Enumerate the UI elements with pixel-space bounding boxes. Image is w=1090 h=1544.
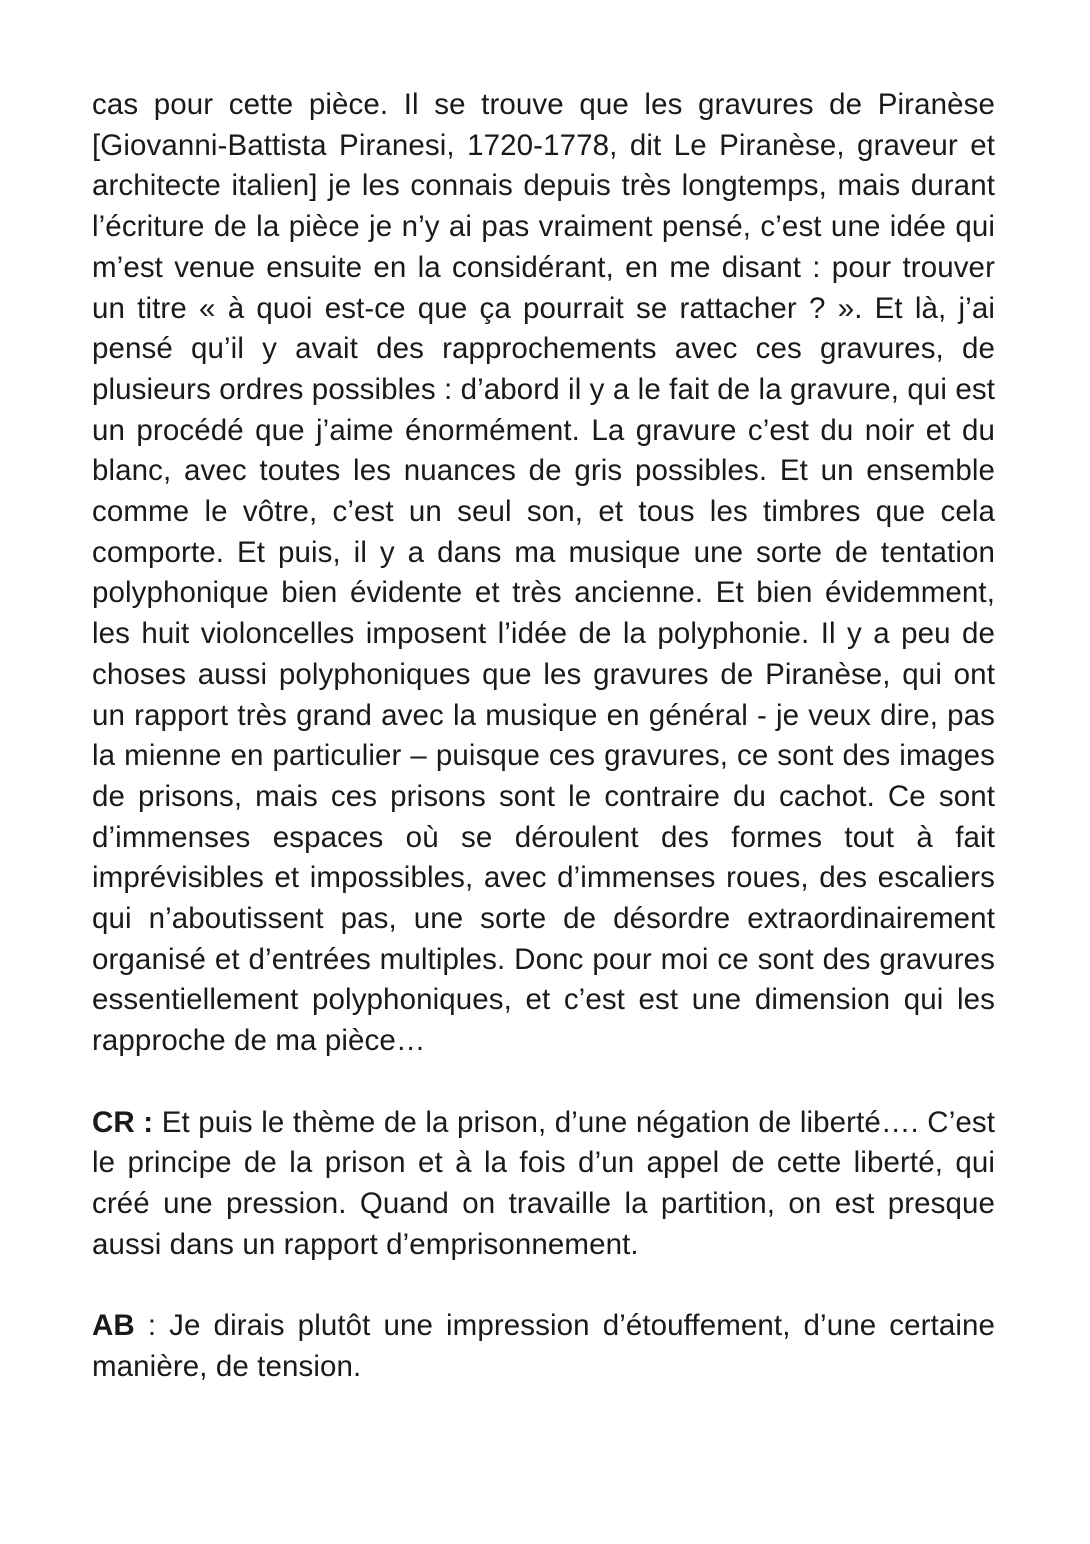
paragraph-spacer (92, 1062, 995, 1103)
paragraph-ab-answer (92, 1306, 995, 1387)
paragraph-text: Et puis le thème de la prison, d’une négation de liberté…. C’est le principe de la prison et à la fois d’un appel de cette liberté, qui créé une pression. Quand on travaille la partition, on est presque aussi dans un rapport d’emprisonnement. (92, 1105, 995, 1261)
paragraph-text: cas pour cette pièce. Il se trouve que les gravures de Piranèse [Giovanni-Battista Piranesi, 1720-1778, dit Le Piranèse, graveur et architecte italien] je les connais depuis très longtemps, mais durant l’écriture de la pièce je n’y ai pas vraiment pensé, c’est une idée qui m’est venue ensuite en la considérant, en me disant : pour trouver un titre « à quoi est-ce que ça pourrait se rattacher ? ». Et là, j’ai pensé qu’il y avait des rapprochements avec ces gravures, de plusieurs ordres possibles : d’abord il y a le fait de la gravure, qui est un procédé que j’aime énormément. La gravure c’est du noir et du blanc, avec toutes les nuances de gris possibles. Et un ensemble comme le vôtre, c’est un seul son, et tous les timbres que cela comporte. Et puis, il y a dans ma musique une sorte de tentation polyphonique bien évidente et très ancienne. Et bien évidemment, les huit violoncelles imposent l’idée de la polyphonie. Il y a peu de choses aussi polyphoniques que les gravures de Piranèse, qui ont un rapport très grand avec la musique en général - je veux dire, pas la mienne en particulier – puisque ces gravures, ce sont des images de prisons, mais ces prisons sont le contraire du cachot. Ce sont d’immenses espaces où se déroulent des formes tout à fait imprévisibles et impossibles, avec d’immenses roues, des escaliers qui n’aboutissent pas, une sorte de désordre extraordinairement organisé et d’entrées multiples. Donc pour moi ce sont des gravures essentiellement polyphoniques, et c’est est une dimension qui les rapproche de ma pièce… (92, 88, 995, 1058)
speaker-label-cr: CR : (92, 1105, 154, 1139)
interview-text (92, 85, 995, 1387)
paragraph-cr-question (92, 1103, 995, 1266)
paragraph-spacer (92, 1265, 995, 1306)
paragraph-answer-piranese (92, 85, 995, 1062)
speaker-label-ab: AB (92, 1309, 135, 1343)
paragraph-text: : Je dirais plutôt une impression d’étouffement, d’une certaine manière, de tension. (92, 1309, 995, 1383)
